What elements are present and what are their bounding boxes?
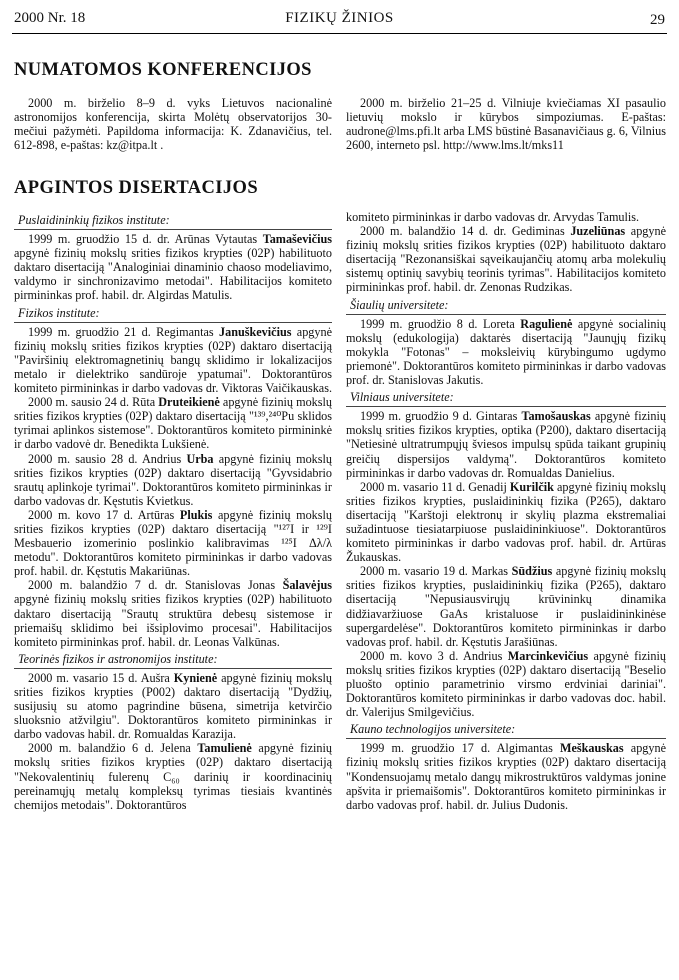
entry-text: 1999 m. gruodžio 15 d. dr. Arūnas Vytautas (28, 232, 263, 247)
entry-text: 2000 m. sausio 24 d. Rūta (28, 395, 159, 410)
institution-rule (14, 322, 332, 323)
entry-text: apgynė fizinių mokslų srities fizikos krypties (02P) daktaro disertaciją "¹³⁹,²⁴⁰Pu sklidos tyrimai aplinkos sistemose". Doktorantūros komiteto pirmininkė ir darbo vadovė dr. Benedikta Lukšienė. (14, 395, 332, 452)
author-surname: Juzeliūnas (570, 224, 626, 239)
author-surname: Druteikienė (158, 395, 220, 410)
entry-text: apgynė fizinių mokslų srities fizikos krypties (02P) habilituoto daktaro disertaciją "Analoginiai dinaminio chaoso modeliavimo, valdymo ir sinchronizavimo metodai". Habilitacijos komiteto pirmininkas prof. habil. dr. Algirdas Matulis. (14, 246, 332, 303)
author-surname: Tamošauskas (521, 409, 591, 424)
dissertation-entry (14, 325, 332, 395)
page-header (14, 10, 665, 30)
dissertation-entry (14, 578, 332, 648)
institution-rule (14, 229, 332, 230)
entry-text: 2000 m. balandžio 7 d. dr. Stanislovas Jonas (28, 578, 283, 593)
institution-label: Kauno technologijos universitete: (350, 722, 516, 737)
author-surname: Kynienė (173, 670, 218, 685)
dissertation-entry (14, 671, 332, 741)
dissertation-entry: komiteto pirmininkas ir darbo vadovas dr. Arvydas Tamulis. (346, 210, 640, 224)
entry-text: 2000 m. kovo 17 d. Artūras (28, 507, 180, 522)
dissertation-entry (14, 741, 332, 811)
header-rule (12, 33, 667, 34)
institution-rule (14, 668, 332, 669)
entry-text: apgynė fizinių mokslų srities fizikos krypties (02P) habilituoto daktaro disertaciją "Srautų struktūra debesų sistemose ir priemaišų sklidimo bei išsiplovimo procesai". Habilitacijos komiteto pirmininkas prof. habil. dr. Leonas Valkūnas. (14, 592, 332, 649)
entry-text: 1999 m. gruodžio 21 d. Regimantas (28, 324, 219, 339)
author-surname: Marcinkevičius (507, 648, 589, 663)
author-surname: Januškevičius (219, 324, 292, 339)
institution-label: Šiaulių universitete: (350, 297, 449, 312)
institution-label: Vilniaus universitete: (350, 390, 454, 405)
institution-label: Fizikos institute: (18, 305, 100, 320)
author-surname: Kurilčik (509, 479, 554, 494)
entry-text: 2000 m. sausio 28 d. Andrius (28, 451, 187, 466)
entry-text: 2000 m. balandžio 6 d. Jelena (28, 741, 198, 756)
entry-text: apgynė fizinių mokslų srities fizikos krypties (P002) daktaro disertaciją "Dydžių, susijusių su atomo pagrindine būsena, simetrija ketvirčio sluoksnio atžvilgiu". Doktorantūros komiteto pirmininkas ir darbo vadovas habil. dr. Romualdas Karazija. (14, 670, 333, 742)
dissertation-entry (14, 395, 332, 451)
entry-text: apgynė fizinių mokslų srities fizikos krypties (02P) daktaro disertaciją "Beselio pluošto optinio parametrinio virsmo erdviniai dariniai". Doktorantūros komiteto pirmininkas ir darbo vadovas doc. habil. dr. Valerijus Smilgevičius. (346, 648, 666, 720)
entry-text: 1999 m. gruodžio 17 d. Algimantas (360, 741, 560, 756)
author-surname: Šalavėjus (282, 578, 332, 593)
entry-text: 1999 m. gruodžio 8 d. Loreta (360, 316, 521, 331)
page-number: 29 (650, 12, 665, 28)
dissertation-entry (346, 409, 666, 479)
dissertations-left-column (14, 210, 332, 812)
conference-item: 2000 m. birželio 8–9 d. vyks Lietuvos nacionalinė astronomijos konferencija, skirta Molėtų observatorijos 30-mečiui pažymėti. Papildoma informacija: K. Zdanavičius, tel. 612-898, e-paštas: kz@itpa.lt . (14, 96, 332, 153)
conferences-heading: NUMATOMOS KONFERENCIJOS (14, 60, 312, 80)
dissertation-entry (346, 224, 666, 294)
author-surname: Tamulienė (197, 741, 252, 756)
dissertation-entry (346, 480, 666, 565)
dissertations-heading: APGINTOS DISERTACIJOS (14, 178, 259, 198)
conference-right-column (346, 96, 666, 152)
entry-text: apgynė fizinių mokslų srities fizikos krypties (02P) habilituoto daktaro disertaciją "Rezonansiškai sąveikaujančių atomų arba molekulių sistemų optinių savybių teorinis tyrimas". Habilitacijos komiteto pirmininkas prof. habil. dr. Zenonas Rudzikas. (346, 224, 666, 295)
journal-title: FIZIKŲ ŽINIOS (285, 10, 394, 26)
author-surname: Plukis (179, 507, 213, 522)
dissertations-right-column (346, 210, 666, 812)
author-surname: Tamaševičius (262, 232, 332, 247)
dissertation-entry (14, 452, 332, 508)
entry-text: 2000 m. kovo 3 d. Andrius (360, 648, 508, 663)
entry-text: 2000 m. vasario 15 d. Aušra (28, 670, 174, 685)
entry-text: 2000 m. vasario 11 d. Genadij (360, 479, 510, 494)
author-surname: Ragulienė (520, 316, 573, 331)
institution-label: Puslaidininkių fizikos institute: (18, 213, 170, 227)
dissertation-entry (346, 564, 666, 649)
entry-text: apgynė fizinių mokslų srities fizikos krypties, puslaidininkių fizika (P265), daktaro disertaciją "Karštoji elektronų ir skylių plazma ekstremaliai sužadintuose tiesiatarpiuose puslaidininkiuose". Doktorantūros komiteto pirmininkas ir darbo vadovas prof. habil. dr. Artūras Žukauskas. (346, 479, 666, 565)
dissertation-entry (14, 508, 332, 578)
entry-text: apgynė fizinių mokslų srities fizikos krypties, optika (P200), daktaro disertaciją "Netiesinė ultratrumpųjų šviesos impulsų spūda taikant grupinių greičių dispersijos valdymą". Doktorantūros komiteto pirmininkas ir darbo vadovas dr. Romualdas Danielius. (346, 409, 666, 480)
dissertation-entry (346, 649, 666, 719)
author-surname: Meškauskas (559, 741, 624, 756)
entry-text: 2000 m. balandžio 14 d. dr. Gediminas (360, 224, 571, 239)
author-surname: Urba (186, 451, 214, 466)
institution-rule (346, 314, 666, 315)
entry-text: apgynė fizinių mokslų srities fizikos krypties (02P) daktaro disertaciją "Kondensuojamų metalo dangų mikrostruktūros valdymas jonine apšvita ir priemaišomis". Doktorantūros komiteto pirmininkas ir darbo vadovas prof. habil. dr. Julius Dudonis. (346, 741, 666, 812)
entry-text: apgynė fizinių mokslų srities fizikos krypties (02P) daktaro disertaciją "Nekovalentinių fulerenų C₆₀ darinių ir koordinacinių pereinamųjų metalų kompleksų tyrimas tiesiais kvantinės chemijos metodais". Doktorantūros (14, 741, 332, 812)
issue-number: 2000 Nr. 18 (14, 10, 86, 26)
institution-rule (346, 738, 666, 739)
entry-text: apgynė socialinių mokslų (edukologija) daktarės disertaciją "Jaunųjų fizikų mokykla "Fotonas" – moksleivių kūrybingumo ugdymo priemonė". Doktorantūros komiteto pirmininkas ir darbo vadovas prof. dr. Stanislovas Jakutis. (346, 316, 666, 388)
institution-rule (346, 406, 666, 407)
entry-text: apgynė fizinių mokslų srities fizikos krypties (02P) daktaro disertaciją "Gyvsidabrio srautų aplinkoje tyrimai". Doktorantūros komiteto pirmininkas ir darbo vadovas dr. Kęstutis Kvietkus. (14, 451, 332, 508)
entry-text: apgynė fizinių mokslų srities fizikos krypties, puslaidininkių fizika (P265), daktaro disertaciją "Nepusiausvirųjų krūvininkų dinamika didžiavaržiuose GaAs kristaluose ir puslaidininkinėse supergardelėse". Doktorantūros komiteto pirmininkas ir darbo vadovas prof. habil. dr. Kęstutis Jarašiūnas. (346, 564, 666, 649)
dissertation-entry (346, 741, 666, 811)
conference-left-column (14, 96, 332, 152)
dissertation-entry (14, 232, 332, 302)
author-surname: Sūdžius (511, 564, 553, 579)
entry-text: 2000 m. vasario 19 d. Markas (360, 564, 512, 579)
dissertation-entry (346, 317, 666, 387)
entry-text: 1999 m. gruodžio 9 d. Gintaras (360, 409, 522, 424)
entry-text: apgynė fizinių mokslų srities fizikos krypties (02P) daktaro disertaciją "Paviršinių elektromagnetinių bangų sklidimo ir lokalizacijos metalo ir dielektriko sandūroje ypatumai". Doktorantūros komiteto pirmininkas ir darbo vadovas dr. Viktoras Vaičikauskas. (14, 324, 333, 396)
entry-text: apgynė fizinių mokslų srities fizikos krypties (02P) daktaro disertaciją "¹²⁷I ir ¹²⁹I Mesbauerio izomerinio poslinkio kalibravimas ¹²⁵I Δλ/λ metodu". Doktorantūros komiteto pirmininkas ir darbo vadovas prof. habil. dr. Kęstutis Makariūnas. (14, 507, 332, 579)
institution-label: Teorinės fizikos ir astronomijos institute: (18, 651, 218, 666)
conference-item: 2000 m. birželio 21–25 d. Vilniuje kviečiamas XI pasaulio lietuvių mokslo ir kūrybos simpoziumas. E-paštas: audrone@lms.pfi.lt arba LMS būstinė Basanavičiaus g. 6, Vilnius 2600, interneto psl. http://www.lms.lt/mks11 (346, 96, 666, 153)
